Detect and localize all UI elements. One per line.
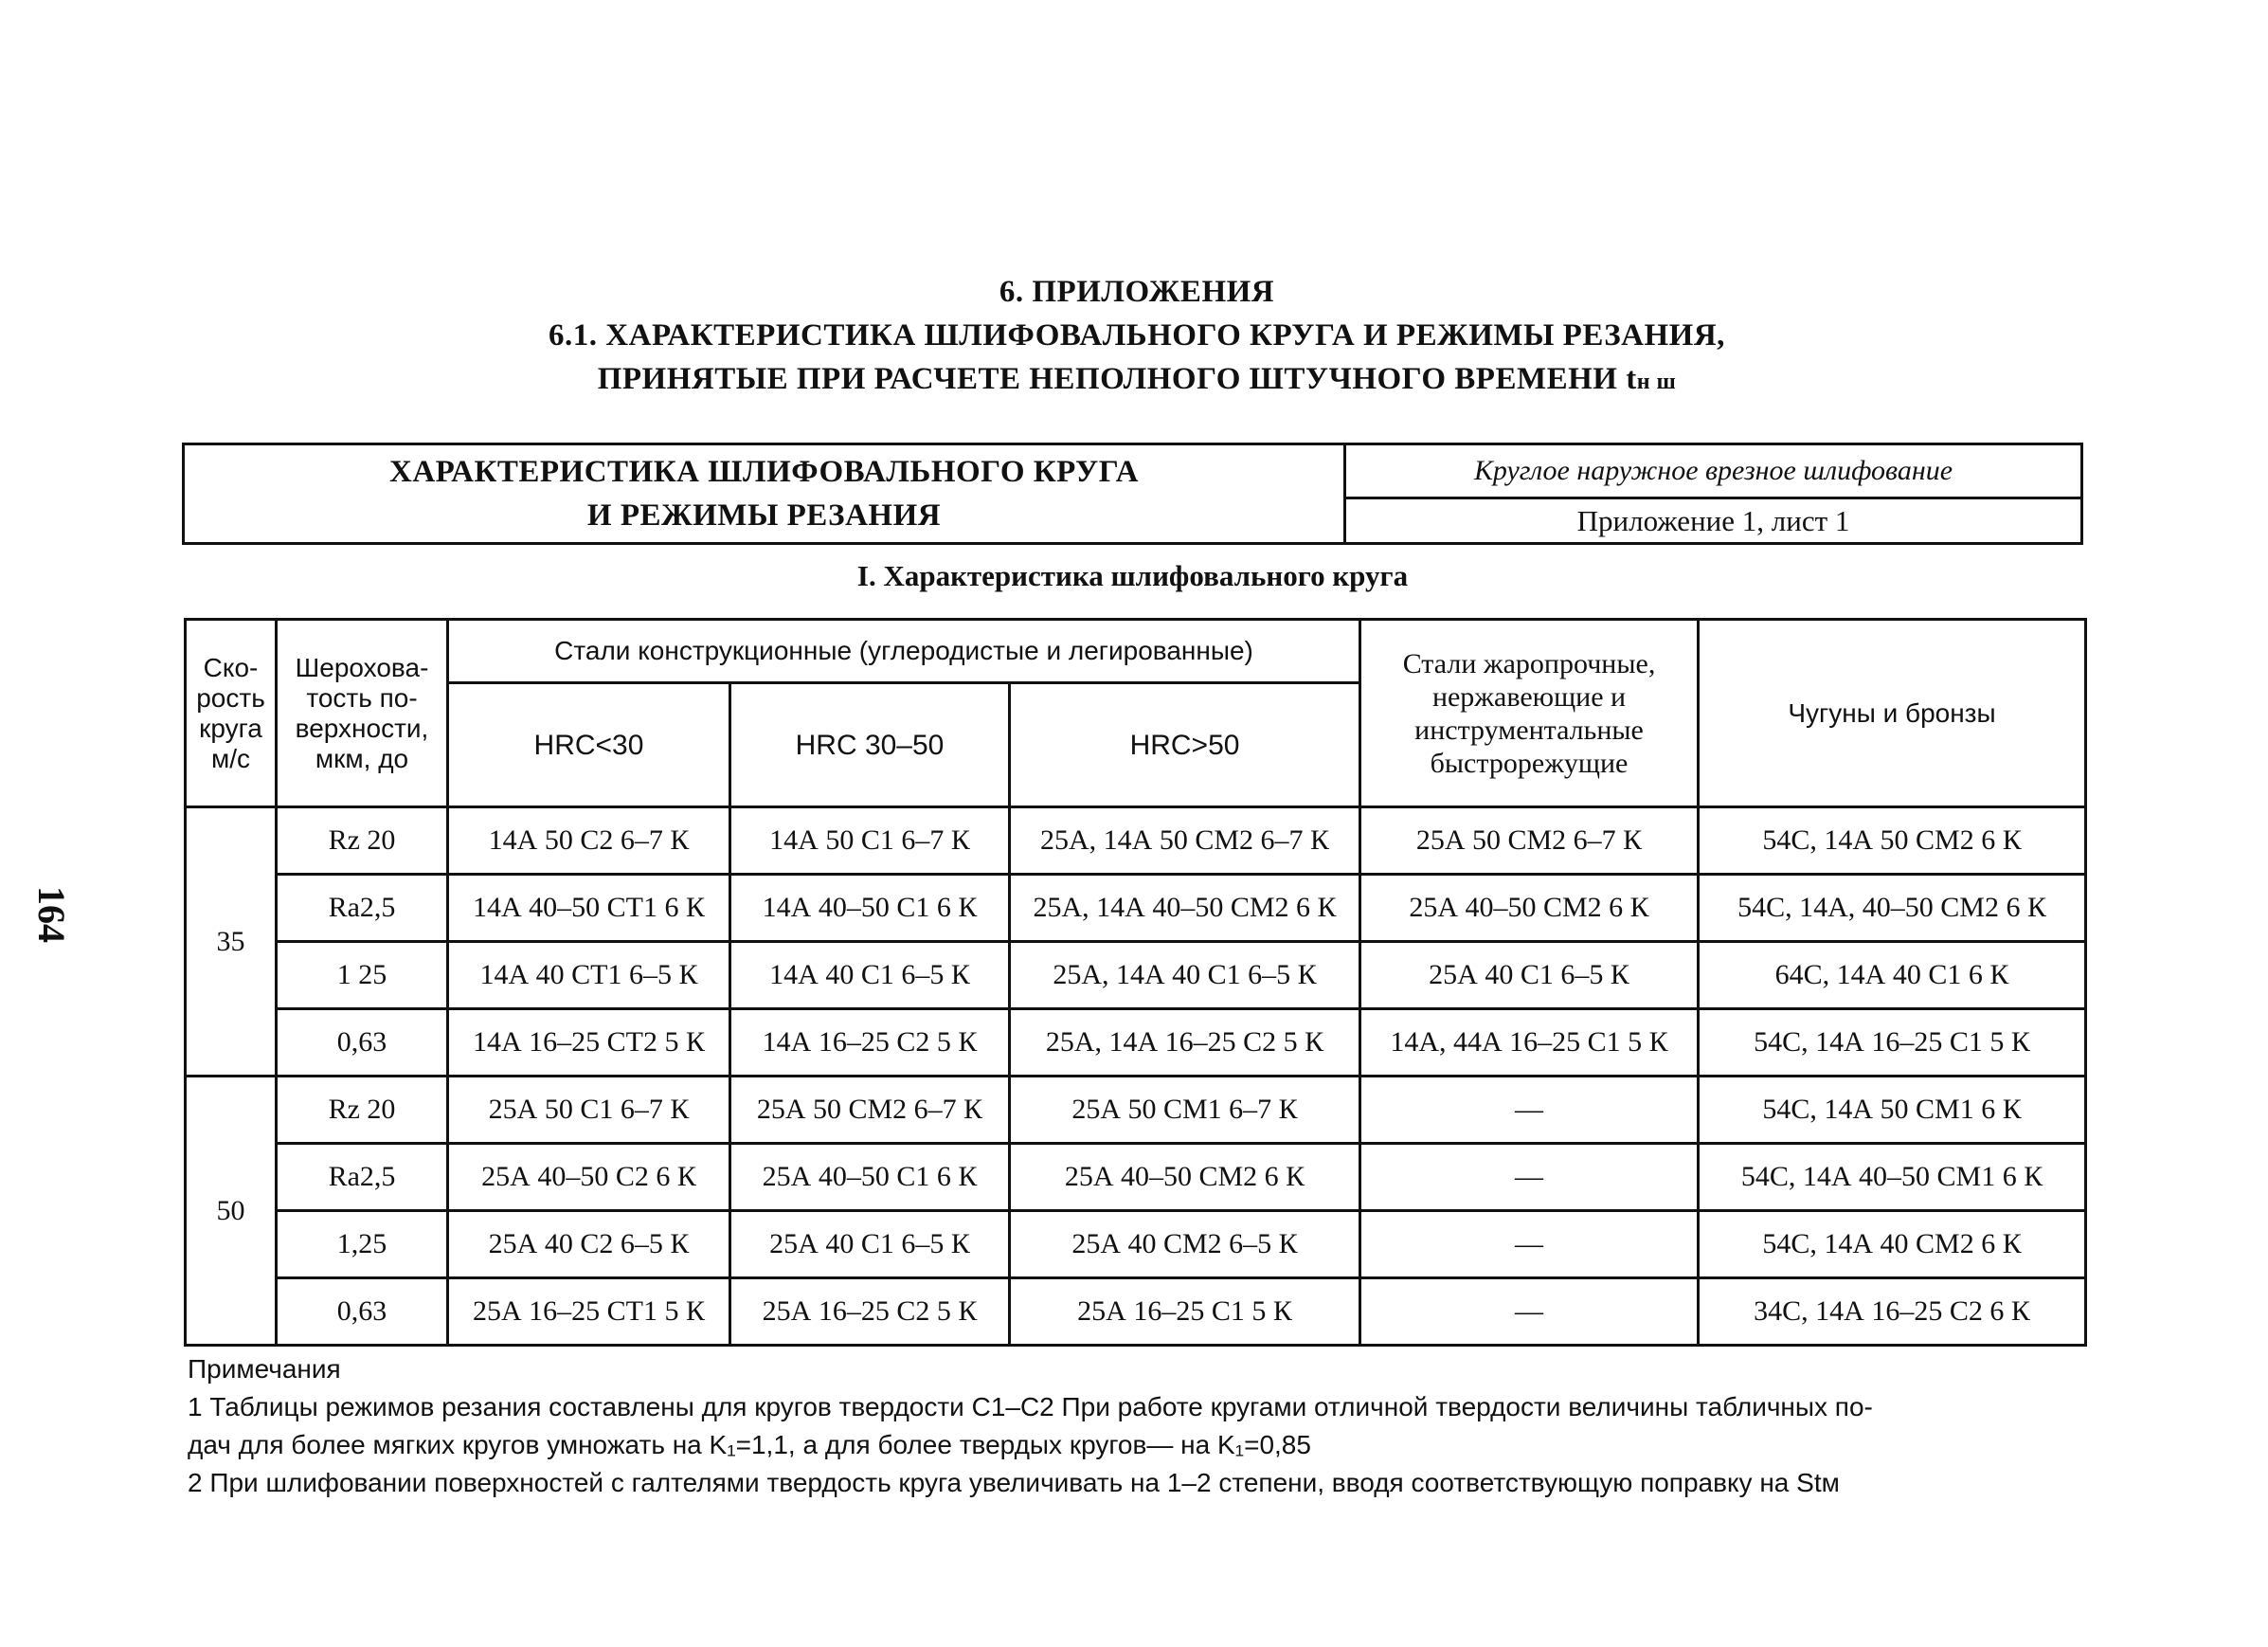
header-hrc-gt50: HRC>50: [1010, 683, 1360, 807]
table-cell: 14А 40–50 С1 6 К: [730, 875, 1010, 942]
header-box: [182, 443, 2083, 545]
header-box-info: [1346, 445, 2080, 542]
roughness-cell: Rz 20: [277, 807, 448, 875]
table-row: [186, 1009, 2086, 1077]
table-cell: 14А 40 С1 6–5 К: [730, 942, 1010, 1009]
table-cell: 54С, 14А, 40–50 СМ2 6 К: [1699, 875, 2086, 942]
table-cell: 14А 50 С2 6–7 К: [448, 807, 730, 875]
table-cell: 25А 40–50 С2 6 К: [448, 1144, 730, 1211]
header-cast-iron-bronze: Чугуны и бронзы: [1699, 620, 2086, 807]
table-cell: 25А 16–25 С2 5 К: [730, 1278, 1010, 1346]
table-row: [186, 807, 2086, 875]
table-cell: 25А 50 СМ1 6–7 К: [1010, 1077, 1360, 1144]
table-cell: 25А 50 СМ2 6–7 К: [730, 1077, 1010, 1144]
notes-section: [188, 1350, 2092, 1502]
roughness-cell: 0,63: [277, 1278, 448, 1346]
speed-cell: 35: [186, 807, 277, 1077]
header-structural-steels: Стали конструкционные (углеродистые и легированные): [448, 620, 1360, 683]
table-cell: —: [1360, 1144, 1699, 1211]
table-cell: —: [1360, 1278, 1699, 1346]
table-row: [186, 942, 2086, 1009]
roughness-cell: Ra2,5: [277, 875, 448, 942]
table-row: [186, 1077, 2086, 1144]
header-hrc-30-50: HRC 30–50: [730, 683, 1010, 807]
wheel-characteristics-table: [184, 618, 2087, 1347]
table-cell: 25А 40–50 СМ2 6 К: [1360, 875, 1699, 942]
table-cell: 25А 40 С2 6–5 К: [448, 1211, 730, 1278]
header-speed: Ско-рость круга м/с: [186, 620, 277, 807]
note-1-line-1: 1 Таблицы режимов резания составлены для кругов твердости С1–С2 При работе кругами отличной твердости величины табличных по-: [188, 1392, 1873, 1421]
table-cell: 14А 40–50 СТ1 6 К: [448, 875, 730, 942]
table-cell: —: [1360, 1077, 1699, 1144]
table-row: [186, 1211, 2086, 1278]
table-cell: 25А, 14А 16–25 С2 5 К: [1010, 1009, 1360, 1077]
title-line-2: 6.1. ХАРАКТЕРИСТИКА ШЛИФОВАЛЬНОГО КРУГА И РЕЖИМЫ РЕЗАНИЯ,: [549, 318, 1725, 353]
table-cell: 54С, 14А 50 СМ2 6 К: [1699, 807, 2086, 875]
header-heat-resistant-steels: Стали жаропрочные, нержавеющие и инструментальные быстрорежущие: [1360, 620, 1699, 807]
roughness-cell: Rz 20: [277, 1077, 448, 1144]
table-cell: 14А 16–25 С2 5 К: [730, 1009, 1010, 1077]
table-cell: 25А 50 С1 6–7 К: [448, 1077, 730, 1144]
table-cell: 14А 40 СТ1 6–5 К: [448, 942, 730, 1009]
header-box-title-line-2: И РЕЖИМЫ РЕЗАНИЯ: [586, 498, 942, 533]
table-cell: 25А 40–50 СМ2 6 К: [1010, 1144, 1360, 1211]
table-cell: 25А, 14А 40–50 СМ2 6 К: [1010, 875, 1360, 942]
header-box-title: [185, 445, 1346, 542]
section-title: I. Характеристика шлифовального круга: [856, 559, 1409, 592]
table-cell: 34С, 14А 16–25 С2 6 К: [1699, 1278, 2086, 1346]
table-cell: 25А, 14А 40 С1 6–5 К: [1010, 942, 1360, 1009]
table-cell: 14А 50 С1 6–7 К: [730, 807, 1010, 875]
roughness-cell: 0,63: [277, 1009, 448, 1077]
table-row: [186, 1278, 2086, 1346]
header-hrc-lt30: HRC<30: [448, 683, 730, 807]
table-row: [186, 875, 2086, 942]
grinding-type: Круглое наружное врезное шлифование: [1346, 445, 2080, 499]
header-roughness: Шерохова-тость по-верхности, мкм, до: [277, 620, 448, 807]
document-titles: [180, 270, 2094, 404]
table-cell: 25А 40–50 С1 6 К: [730, 1144, 1010, 1211]
title-line-3-subscript: н ш: [1636, 370, 1677, 394]
table-cell: 25А 16–25 СТ1 5 К: [448, 1278, 730, 1346]
title-line-3-text: ПРИНЯТЫЕ ПРИ РАСЧЕТЕ НЕПОЛНОГО ШТУЧНОГО ВРЕМЕНИ t: [597, 362, 1637, 396]
table-cell: 54С, 14А 40–50 СМ1 6 К: [1699, 1144, 2086, 1211]
table-cell: 25А 40 СМ2 6–5 К: [1010, 1211, 1360, 1278]
table-cell: 54С, 14А 50 СМ1 6 К: [1699, 1077, 2086, 1144]
table-cell: 25А 40 С1 6–5 К: [1360, 942, 1699, 1009]
note-2: 2 При шлифовании поверхностей с галтелями твердость круга увеличивать на 1–2 степени, вводя соответствующую поправку на Stм: [188, 1468, 1840, 1497]
table-cell: 64С, 14А 40 С1 6 К: [1699, 942, 2086, 1009]
table-cell: 14А 16–25 СТ2 5 К: [448, 1009, 730, 1077]
header-box-title-line-1: ХАРАКТЕРИСТИКА ШЛИФОВАЛЬНОГО КРУГА: [389, 455, 1139, 489]
title-line-1: 6. ПРИЛОЖЕНИЯ: [999, 275, 1275, 309]
appendix-sheet: Приложение 1, лист 1: [1576, 503, 1850, 537]
table-cell: 25А 16–25 С1 5 К: [1010, 1278, 1360, 1346]
table-cell: 25А 40 С1 6–5 К: [730, 1211, 1010, 1278]
table-cell: 25А, 14А 50 СМ2 6–7 К: [1010, 807, 1360, 875]
table-row: [186, 1144, 2086, 1211]
notes-title: Примечания: [188, 1354, 341, 1384]
roughness-cell: 1,25: [277, 1211, 448, 1278]
table-body: [186, 807, 2086, 1346]
table-cell: 25А 50 СМ2 6–7 К: [1360, 807, 1699, 875]
title-line-3: [180, 357, 2094, 404]
page-number: 164: [30, 886, 73, 943]
roughness-cell: 1 25: [277, 942, 448, 1009]
table-cell: 14А, 44А 16–25 С1 5 К: [1360, 1009, 1699, 1077]
table-cell: 54С, 14А 40 СМ2 6 К: [1699, 1211, 2086, 1278]
speed-cell: 50: [186, 1077, 277, 1346]
note-1-line-2: дач для более мягких кругов умножать на K₁=1,1, а для более твердых кругов— на K₁=0,85: [188, 1430, 1311, 1459]
table-header-row: [186, 620, 2086, 683]
table-cell: —: [1360, 1211, 1699, 1278]
table-cell: 54С, 14А 16–25 С1 5 К: [1699, 1009, 2086, 1077]
roughness-cell: Ra2,5: [277, 1144, 448, 1211]
